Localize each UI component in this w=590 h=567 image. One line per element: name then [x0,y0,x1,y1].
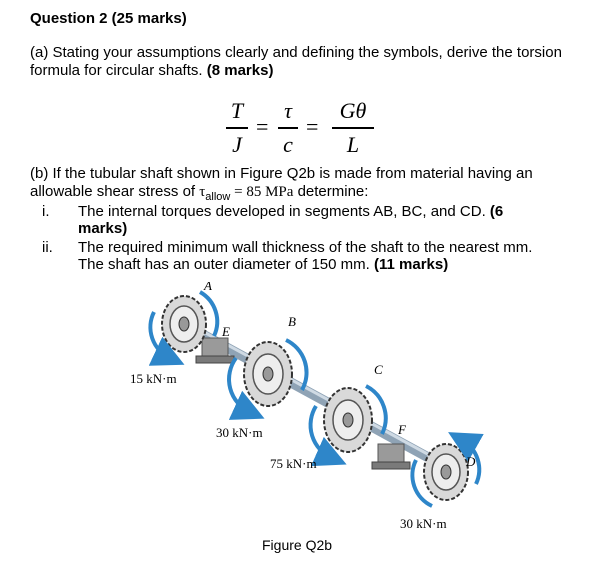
bearing-f [372,444,410,469]
item-i-num: i. [42,203,50,220]
label-a: A [204,282,212,293]
item-i-marks: (6 [489,203,504,220]
figure-q2b [110,282,510,532]
formula-t2-num: τ [284,98,292,123]
formula-eq-1: = [256,114,269,139]
label-f: F [398,422,406,437]
formula-term-2 [278,98,298,158]
part-a-text [30,44,570,80]
torque-15: 15 kN·m [130,371,177,386]
item-i-text [78,203,578,237]
item-i-line1: The internal torques developed in segments AB, BC, and CD. [78,203,486,220]
formula-t3-den: L [346,131,360,157]
label-e: E [222,324,230,339]
label-d: D [466,454,476,469]
item-ii-line1: The required minimum wall thickness of the shaft to the nearest mm. [78,239,533,256]
torque-75: 75 kN·m [270,456,317,471]
formula-bar-1 [226,127,248,129]
formula-t2-den: c [283,131,293,157]
item-i-line2: marks) [78,220,128,237]
torque-30-d: 30 kN·m [400,516,447,531]
item-ii-line2: The shaft has an outer diameter of 150 mm. [78,256,370,273]
part-b-intro [30,165,580,206]
tau-subscript: allow [205,191,231,203]
item-ii-text [78,239,578,273]
formula-t1-den: J [232,131,242,157]
formula-bar-3 [332,127,374,129]
formula-t1-num: T [230,98,244,123]
part-b-line2-post: determine: [293,183,369,200]
formula-term-1 [226,98,248,158]
torsion-formula [0,98,590,162]
tau-symbol: τ [199,184,206,200]
question-title: Question 2 (25 marks) [30,10,187,27]
label-b: B [288,314,296,329]
item-ii-num: ii. [42,239,53,256]
label-c: C [374,362,383,377]
formula-eq-2: = [306,114,319,139]
formula-term-3 [332,98,374,158]
part-a-body: (a) Stating your assumptions clearly and defining the symbols, derive the torsion formula for circular shafts. [30,44,562,79]
part-b-line2-pre: allowable shear stress of [30,183,200,200]
figure-caption: Figure Q2b [262,537,333,553]
part-b-line1: (b) If the tubular shaft shown in Figure Q2b is made from material having an [30,165,533,182]
part-a-marks: (8 marks) [206,62,274,79]
torque-30-b: 30 kN·m [216,425,263,440]
tau-value: = 85 MPa [230,184,294,200]
formula-t3-num: Gθ [339,98,367,123]
item-ii-marks: (11 marks) [374,256,449,273]
formula-bar-2 [278,127,298,129]
